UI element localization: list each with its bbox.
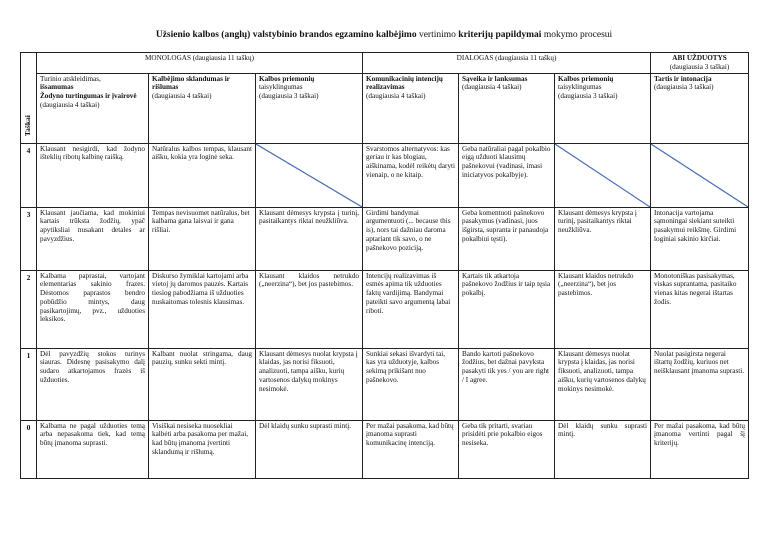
table-row xyxy=(21,420,749,478)
dialogue-group-header: DIALOGAS (daugiausia 11 taškų) xyxy=(363,53,651,74)
table-cell: Girdimi bandymai argumentuoti (... because this is), nors tai dažniau daroma aptariant tik savo, o ne pašnekovo poziciją. xyxy=(363,207,459,270)
empty-crossed-cell xyxy=(256,143,363,207)
criterion-header-accuracy-mono: Kalbos priemonių taisyklingumas (daugiausia 3 taškai) xyxy=(256,73,363,143)
table-cell: Geba komentuoti pašnekovo pasakymus (vadinasi, juos išgirsta, supranta ir panaudoja pokalbiui tęsti). xyxy=(459,207,555,270)
criterion-header-accuracy-dia: Kalbos priemonių taisyklingumas (daugiausia 3 taškai) xyxy=(555,73,651,143)
table-cell: Nuolat pasigirsta negerai ištartų žodžių, kuriuos net neišklausant įmanoma suprasti. xyxy=(651,348,749,420)
table-cell: Dėl pavyzdžių stokos turinys siauras. Didesnę pasisakymo dalį sudaro atkartojamos frazės iš užduoties. xyxy=(37,348,149,420)
title-regular-part: vertinimo xyxy=(418,30,456,40)
table-cell: Intencijų realizavimas iš esmės apima tik užduoties faktų vardijimą. Bandymai pateikti savo argumentą labai riboti. xyxy=(363,270,459,348)
table-cell: Intonacija vartojama sąmoningai siekiant suteikti pasakymui reikšmę. Girdimi loginiai sakinio kirčiai. xyxy=(651,207,749,270)
table-cell: Klausant dėmesys krypsta į turinį, pasitaikantys riktai neužkliūva. xyxy=(555,207,651,270)
table-cell: Svarstomos alternatyvos: kas geriau ir kas blogiau, aiškinama, kodėl reikėtų daryti vienaip, o ne kitaip. xyxy=(363,143,459,207)
criterion-header-content: Turinio atskleidimas, išsamumas Žodyno turtingumas ir įvairovė (daugiausia 4 taškai) xyxy=(37,73,149,143)
table-cell: Kalbant nuolat stringama, daug pauzių, sunku sekti mintį. xyxy=(149,348,256,420)
criteria-table xyxy=(20,52,749,479)
table-cell: Diskurso žymiklai kartojami arba vietoj jų daromos pauzės. Kartais tiesiog pabodžiama iš užduoties nuskaitomas tolesnis klausimas. xyxy=(149,270,256,348)
score-cell: 3 xyxy=(21,207,37,270)
table-row xyxy=(21,270,749,348)
criterion-header-pronunciation: Tartis ir intonacija (daugiausia 3 taškai) xyxy=(651,73,749,143)
table-cell: Dėl klaidų sunku suprasti mintį. xyxy=(555,420,651,478)
title-regular-part-2: mokymo procesui xyxy=(543,30,613,40)
table-cell: Tempas nevisuomet natūralus, bet kalbama gana laisvai ir gana rišliai. xyxy=(149,207,256,270)
table-cell: Klausant klaidos netrukdo („neerzina“), bet jos pastebimos. xyxy=(555,270,651,348)
table-cell: Natūralus kalbos tempas, klausant aišku, kokia yra loginė seka. xyxy=(149,143,256,207)
score-cell: 4 xyxy=(21,143,37,207)
empty-crossed-cell xyxy=(651,143,749,207)
table-cell: Klausant dėmesys nuolat krypsta į klaidas, jas norisi fiksuoti, analizuoti, tampa aišku, kurių vartosenos dalykų mokinys nesimokė. xyxy=(256,348,363,420)
score-cell: 0 xyxy=(21,420,37,478)
table-cell: Sunkiai sekasi išvardyti tai, kas yra užduotyje, kalbos sekimą prikišant nuo pašnekovo. xyxy=(363,348,459,420)
table-row xyxy=(21,207,749,270)
both-tasks-label: ABI UŽDUOTYS xyxy=(672,54,727,62)
both-tasks-group-header xyxy=(651,53,749,74)
table-cell: Kalbama paprastai, vartojant elementarias sakinio frazes. Dėstomos paprastos bendro pobūdžio mintys, daug pasikartojimų, pvz., užduoties leksikos. xyxy=(37,270,149,348)
monologue-group-header: MONOLOGAS (daugiausia 11 taškų) xyxy=(37,53,363,74)
table-cell: Geba natūraliai pagal pokalbio eigą užduoti klausimų pašnekovui (vadinasi, imasi iniciatyvos pokalbyje). xyxy=(459,143,555,207)
table-cell: Klausant jaučiama, kad mokiniui kartais trūksta žodžių, ypač apytiksliai nusakant detales ar pavyzdžius. xyxy=(37,207,149,270)
table-cell: Visiškai nesiseka nuosekliai kalbėti arba pasakoma per mažai, kad būtų įmanoma įvertinti sklandumą ir rišlumą. xyxy=(149,420,256,478)
both-tasks-points: (daugiausia 3 taškai) xyxy=(669,62,730,71)
table-cell: Per mažai pasakoma, kad būtų įmanoma suprasti komunikacinę intenciją. xyxy=(363,420,459,478)
table-cell: Monotoniškas pasisakymas, viskas suprantama, pasitaiko vienas kitas negerai ištartas žodis. xyxy=(651,270,749,348)
group-header-row xyxy=(21,53,749,74)
score-cell: 2 xyxy=(21,270,37,348)
title-bold-part: Užsienio kalbos (anglų) valstybinio brandos egzamino kalbėjimo xyxy=(155,30,417,40)
title-bold-part-2: kriterijų papildymai xyxy=(458,30,542,40)
table-row xyxy=(21,348,749,420)
table-cell: Klausant nesigirdi, kad žodyno išteklių ribotų kalbinę raišką. xyxy=(37,143,149,207)
empty-crossed-cell xyxy=(555,143,651,207)
score-column-header: Taškai xyxy=(21,53,37,144)
table-cell: Klausant dėmesys nuolat krypsta į klaidas, jas norisi fiksuoti, analizuoti, tampa aišku, kurių vartosenos dalykų mokinys nesimokė. xyxy=(555,348,651,420)
table-cell: Kartais tik atkartoja pašnekovo žodžius ir taip tęsia pokalbį. xyxy=(459,270,555,348)
table-cell: Klausant dėmesys krypsta į turinį, pasitaikantys riktai neužkliūva. xyxy=(256,207,363,270)
table-cell: Geba tik pritarti, svariau prisidėti prie pokalbio eigos nesiseka. xyxy=(459,420,555,478)
table-cell: Kalbama ne pagal užduoties temą arba nepasakoma tiek, kad temą būtų įmanoma suprasti. xyxy=(37,420,149,478)
table-cell: Klausant klaidos netrukdo („neerzina“), bet jos pastebimos. xyxy=(256,270,363,348)
page-title xyxy=(0,30,768,40)
table-cell: Per mažai pasakoma, kad būtų įmanoma vertinti pagal šį kriterijų. xyxy=(651,420,749,478)
table-cell: Bando kartoti pašnekovo žodžius, bet dažnai pavyksta pasakyti tik yes / you are right / I agree. xyxy=(459,348,555,420)
criteria-header-row xyxy=(21,73,749,143)
criterion-header-interaction: Sąveika ir lanksumas (daugiausia 4 taškai) xyxy=(459,73,555,143)
score-cell: 1 xyxy=(21,348,37,420)
criterion-header-fluency: Kalbėjimo sklandumas ir rišlumas (daugiausia 4 taškai) xyxy=(149,73,256,143)
criterion-header-intentions: Komunikacinių intencijų realizavimas (daugiausia 4 taškai) xyxy=(363,73,459,143)
table-cell: Dėl klaidų sunku suprasti mintį. xyxy=(256,420,363,478)
table-row xyxy=(21,143,749,207)
